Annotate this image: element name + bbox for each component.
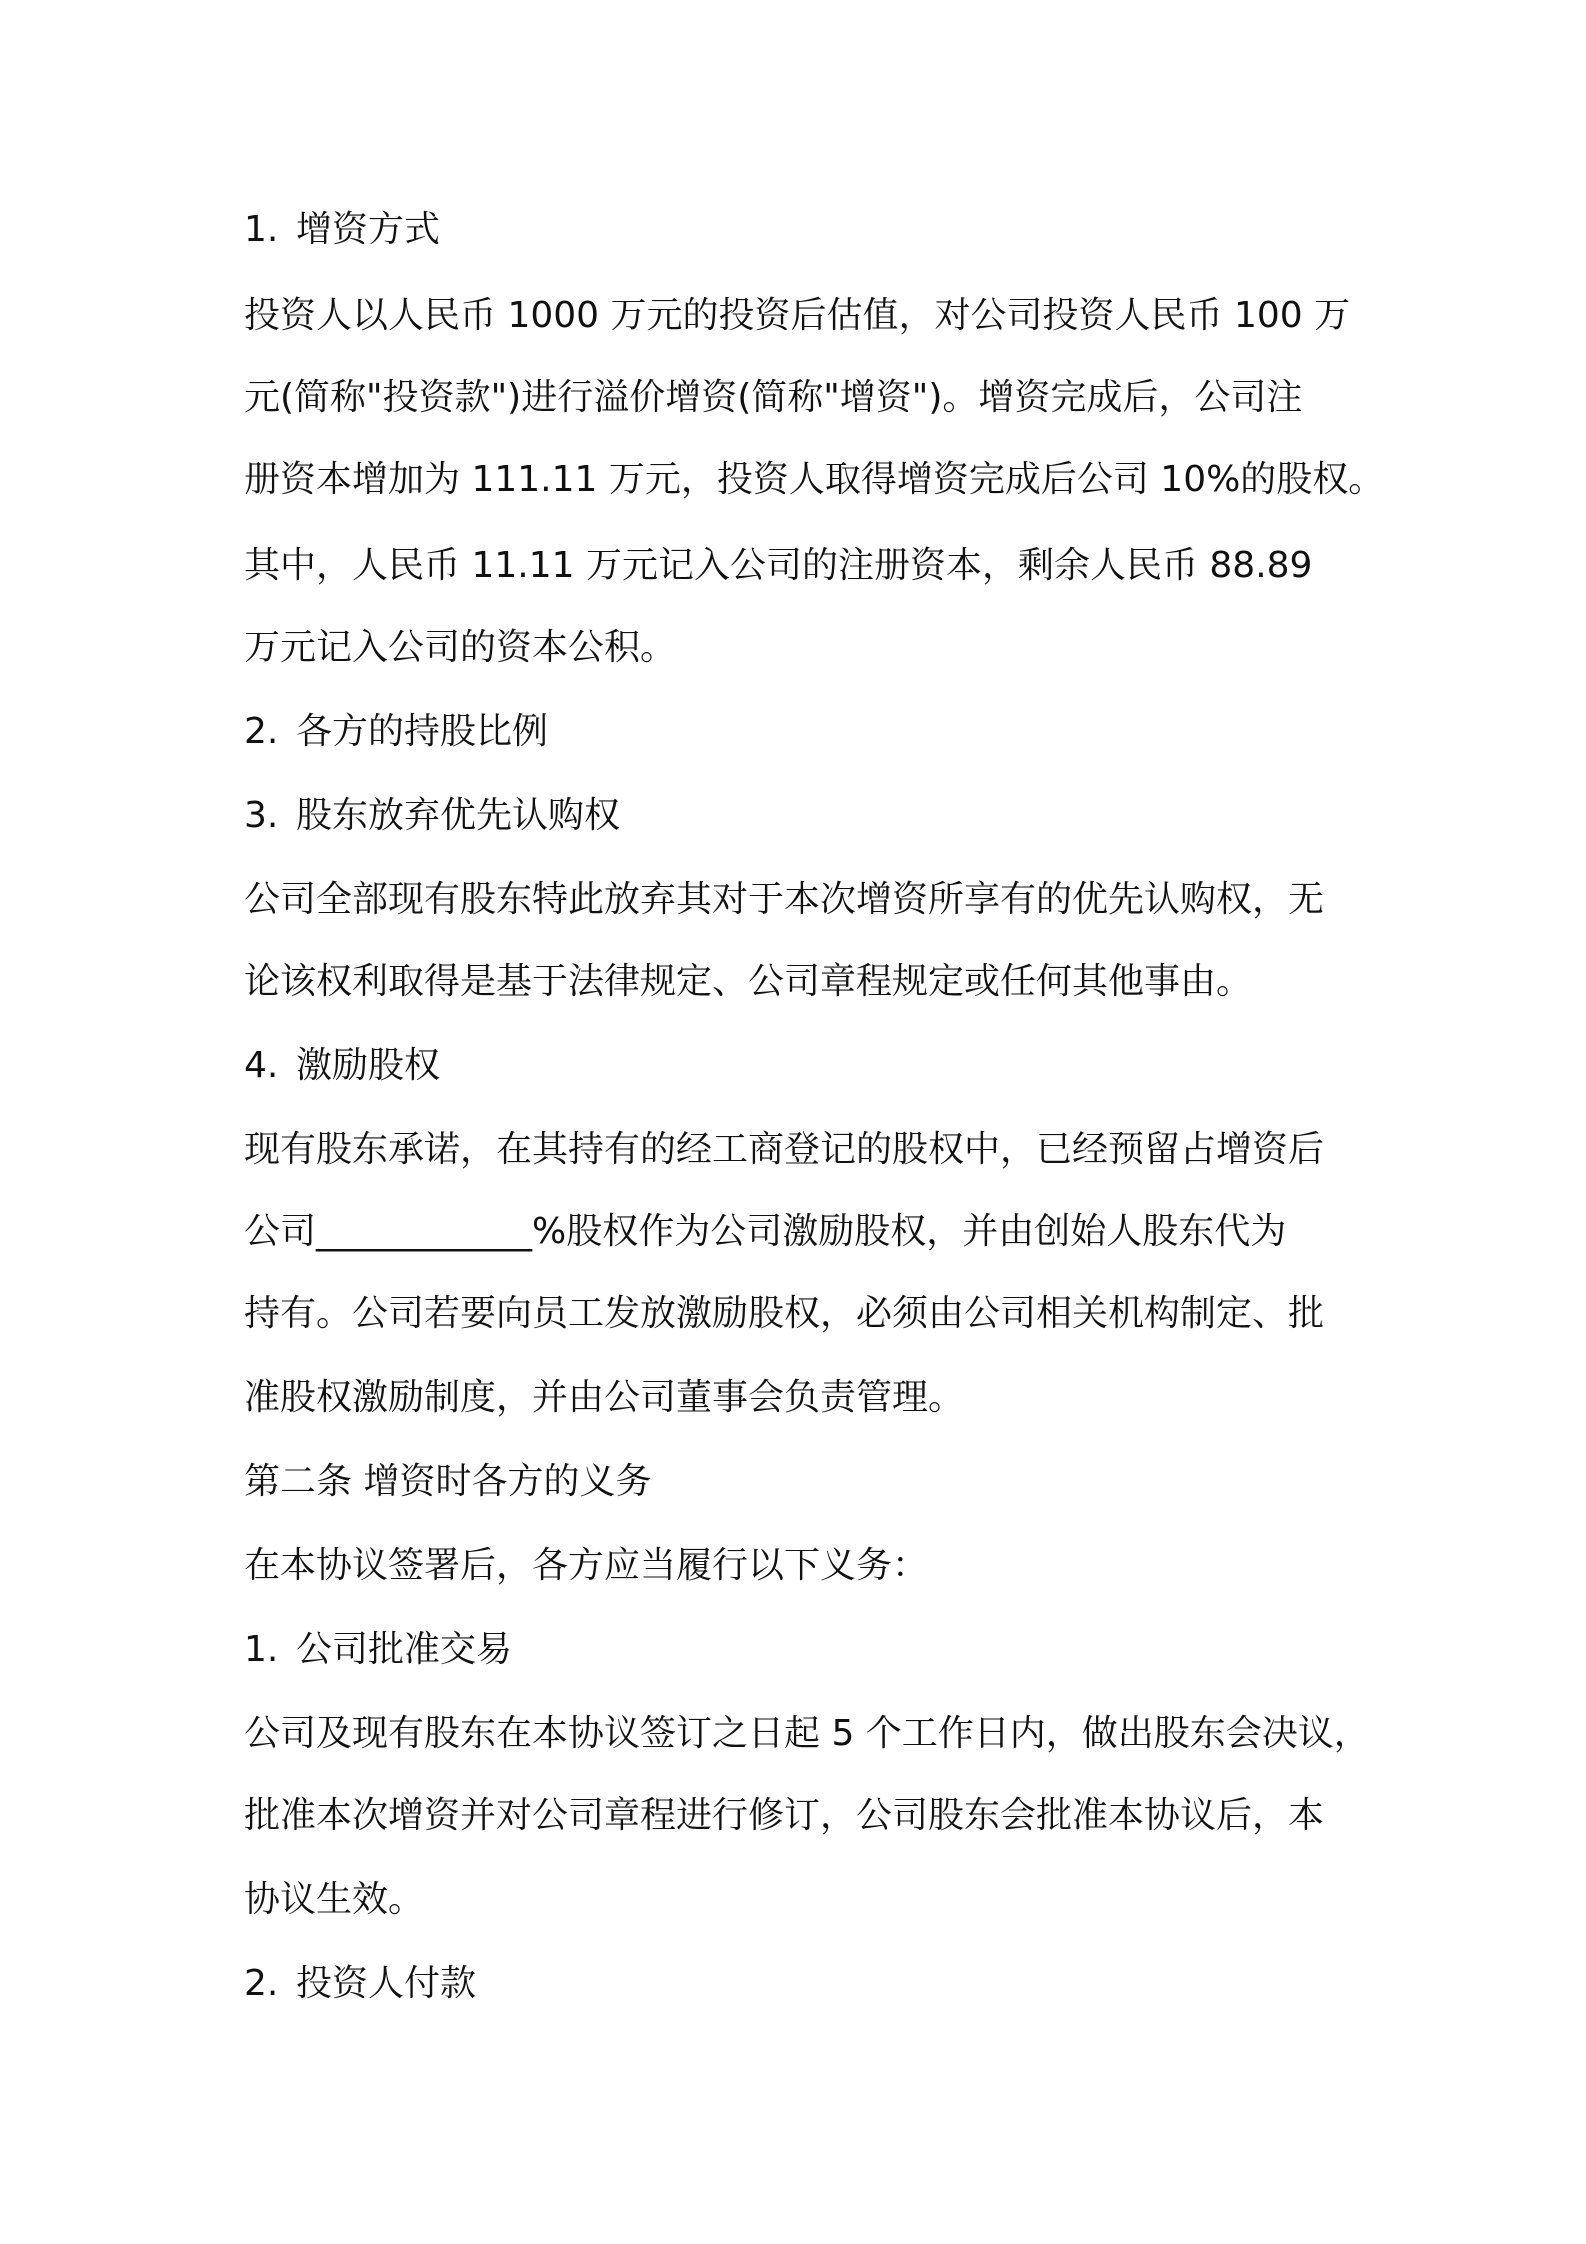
paragraph-line: 其中，人民币 11.11 万元记入公司的注册资本，剩余人民币 88.89 [244, 545, 1313, 586]
paragraph-line: 在本协议签署后，各方应当履行以下义务： [244, 1545, 929, 1586]
heading-text: 激励股权 [296, 1045, 441, 1086]
heading-number: 1. [244, 209, 279, 250]
paragraph-line: 投资人以人民币 1000 万元的投资后估值，对公司投资人民币 100 万 [244, 295, 1351, 336]
heading-investor-payment [244, 1960, 476, 2008]
heading-number: 1. [244, 1629, 279, 1670]
paragraph-line: 持有。公司若要向员工发放激励股权，必须由公司相关机构制定、批 [244, 1293, 1325, 1334]
heading-shareholding-ratio [244, 708, 548, 756]
paragraph-line: 准股权激励制度，并由公司董事会负责管理。 [244, 1377, 965, 1418]
paragraph-line: 公司及现有股东在本协议签订之日起 5 个工作日内，做出股东会决议， [244, 1713, 1370, 1754]
heading-text: 公司批准交易 [296, 1629, 513, 1670]
paragraph-line: 公司____________%股权作为公司激励股权，并由创始人股东代为 [244, 1211, 1287, 1252]
heading-number: 2. [244, 1963, 279, 2004]
paragraph-line: 元(简称"投资款")进行溢价增资(简称"增资")。增资完成后，公司注 [244, 377, 1303, 418]
paragraph-line: 公司全部现有股东特此放弃其对于本次增资所享有的优先认购权，无 [244, 879, 1325, 920]
paragraph-line: 协议生效。 [244, 1879, 425, 1920]
heading-text: 投资人付款 [296, 1963, 477, 2004]
heading-company-approval [244, 1626, 512, 1674]
heading-preemptive-right [244, 792, 620, 840]
heading-increase-method [244, 206, 440, 254]
heading-number: 4. [244, 1045, 279, 1086]
paragraph-line: 批准本次增资并对公司章程进行修订，公司股东会批准本协议后，本 [244, 1795, 1325, 1836]
heading-number: 2. [244, 711, 279, 752]
paragraph-line: 册资本增加为 111.11 万元，投资人取得增资完成后公司 10%的股权。 [244, 459, 1385, 500]
heading-incentive-equity [244, 1042, 440, 1090]
paragraph-line: 论该权利取得是基于法律规定、公司章程规定或任何其他事由。 [244, 961, 1253, 1002]
heading-number: 3. [244, 795, 279, 836]
heading-text: 股东放弃优先认购权 [296, 795, 621, 836]
heading-text: 增资方式 [296, 209, 441, 250]
paragraph-line: 万元记入公司的资本公积。 [244, 627, 677, 668]
heading-text: 各方的持股比例 [296, 711, 549, 752]
paragraph-line: 现有股东承诺，在其持有的经工商登记的股权中，已经预留占增资后 [244, 1129, 1325, 1170]
article-title: 第二条 增资时各方的义务 [244, 1461, 652, 1502]
